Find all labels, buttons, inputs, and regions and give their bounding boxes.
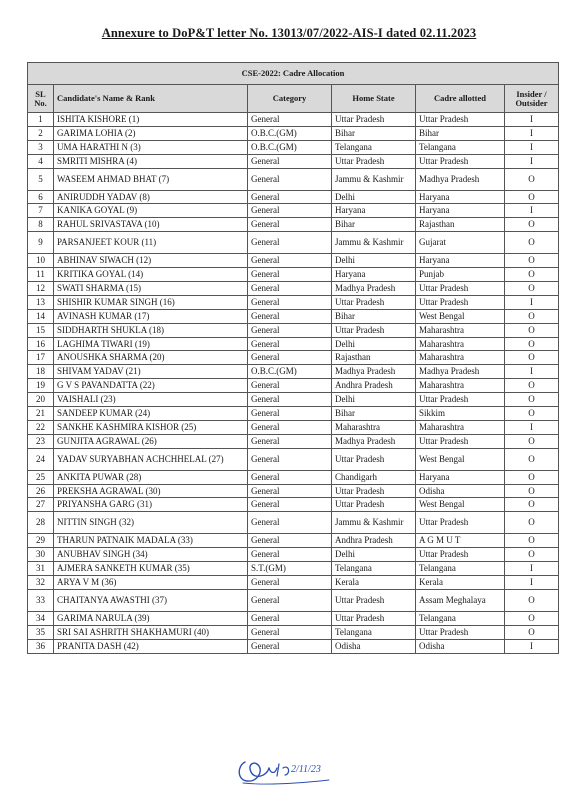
cell-candidate-name: PRIYANSHA GARG (31) [54,498,248,512]
cell-sl-no: 11 [28,268,54,282]
cell-category: General [248,448,332,470]
cell-category: General [248,420,332,434]
cell-candidate-name: PRANITA DASH (42) [54,639,248,653]
cell-category: General [248,498,332,512]
cell-cadre-allotted: Uttar Pradesh [416,282,505,296]
cell-sl-no: 29 [28,534,54,548]
cell-cadre-allotted: Telangana [416,611,505,625]
cell-category: General [248,576,332,590]
cell-cadre-allotted: Sikkim [416,407,505,421]
cell-sl-no: 26 [28,484,54,498]
cell-home-state: Andhra Pradesh [332,534,416,548]
cell-candidate-name: CHAITANYA AWASTHI (37) [54,589,248,611]
cell-category: General [248,204,332,218]
cell-candidate-name: THARUN PATNAIK MADALA (33) [54,534,248,548]
cell-cadre-allotted: Punjab [416,268,505,282]
cell-home-state: Delhi [332,393,416,407]
table-row [28,168,559,190]
cell-sl-no: 27 [28,498,54,512]
cell-category: General [248,379,332,393]
table-row [28,309,559,323]
cell-cadre-allotted: Kerala [416,576,505,590]
table-row [28,140,559,154]
cell-insider-outsider: O [505,393,559,407]
header-name: Candidate's Name & Rank [54,85,248,113]
cell-insider-outsider: O [505,407,559,421]
cell-cadre-allotted: West Bengal [416,448,505,470]
cell-cadre-allotted: Uttar Pradesh [416,512,505,534]
cell-home-state: Delhi [332,548,416,562]
cell-sl-no: 31 [28,562,54,576]
cell-category: General [248,268,332,282]
table-row [28,611,559,625]
cell-home-state: Jammu & Kashmir [332,512,416,534]
cell-category: General [248,113,332,127]
cell-home-state: Delhi [332,190,416,204]
cell-insider-outsider: O [505,232,559,254]
cell-home-state: Uttar Pradesh [332,589,416,611]
cell-candidate-name: GARIMA LOHIA (2) [54,126,248,140]
cell-sl-no: 19 [28,379,54,393]
cell-home-state: Madhya Pradesh [332,365,416,379]
cell-home-state: Bihar [332,309,416,323]
cell-cadre-allotted: Maharashtra [416,337,505,351]
cell-candidate-name: KANIKA GOYAL (9) [54,204,248,218]
cell-category: General [248,337,332,351]
document-title: Annexure to DoP&T letter No. 13013/07/2022-AIS-I dated 02.11.2023 [101,26,477,40]
cell-home-state: Uttar Pradesh [332,484,416,498]
cell-home-state: Telangana [332,140,416,154]
cell-cadre-allotted: Maharashtra [416,420,505,434]
cell-category: General [248,589,332,611]
cell-insider-outsider: O [505,484,559,498]
cell-cadre-allotted: Uttar Pradesh [416,548,505,562]
cell-category: General [248,512,332,534]
cell-cadre-allotted: Uttar Pradesh [416,625,505,639]
cell-category: General [248,351,332,365]
cell-category: General [248,484,332,498]
cell-candidate-name: GUNJITA AGRAWAL (26) [54,434,248,448]
cell-category: General [248,407,332,421]
cell-sl-no: 4 [28,154,54,168]
cell-home-state: Uttar Pradesh [332,611,416,625]
cell-insider-outsider: O [505,309,559,323]
cell-sl-no: 16 [28,337,54,351]
cell-category: General [248,190,332,204]
table-row [28,218,559,232]
cell-cadre-allotted: Maharashtra [416,379,505,393]
cell-category: General [248,534,332,548]
cell-candidate-name: PARSANJEET KOUR (11) [54,232,248,254]
cell-candidate-name: RAHUL SRIVASTAVA (10) [54,218,248,232]
cell-home-state: Telangana [332,562,416,576]
cell-sl-no: 9 [28,232,54,254]
table-row [28,268,559,282]
table-row [28,639,559,653]
cadre-allocation-table [27,62,559,654]
table-row [28,204,559,218]
cell-sl-no: 21 [28,407,54,421]
cell-insider-outsider: I [505,204,559,218]
cell-home-state: Delhi [332,254,416,268]
cell-category: General [248,611,332,625]
table-row [28,393,559,407]
cell-category: O.B.C.(GM) [248,140,332,154]
table-row [28,589,559,611]
cell-home-state: Delhi [332,337,416,351]
cell-insider-outsider: I [505,562,559,576]
cell-category: General [248,323,332,337]
cell-cadre-allotted: West Bengal [416,309,505,323]
cell-candidate-name: SHIVAM YADAV (21) [54,365,248,379]
table-caption: CSE-2022: Cadre Allocation [28,63,559,85]
cell-category: General [248,232,332,254]
cell-candidate-name: YADAV SURYABHAN ACHCHHELAL (27) [54,448,248,470]
table-row [28,282,559,296]
cell-candidate-name: KRITIKA GOYAL (14) [54,268,248,282]
cell-candidate-name: ABHINAV SIWACH (12) [54,254,248,268]
cell-home-state: Uttar Pradesh [332,295,416,309]
cell-insider-outsider: O [505,611,559,625]
cell-insider-outsider: I [505,639,559,653]
svg-text:2/11/23: 2/11/23 [291,764,321,775]
cell-insider-outsider: I [505,154,559,168]
cell-sl-no: 18 [28,365,54,379]
cell-sl-no: 22 [28,420,54,434]
cell-cadre-allotted: Gujarat [416,232,505,254]
table-row [28,484,559,498]
cell-candidate-name: SIDDHARTH SHUKLA (18) [54,323,248,337]
table-row [28,190,559,204]
cell-home-state: Maharashtra [332,420,416,434]
cell-insider-outsider: O [505,548,559,562]
cell-insider-outsider: I [505,140,559,154]
cell-insider-outsider: O [505,448,559,470]
cell-category: General [248,295,332,309]
cell-candidate-name: SANKHE KASHMIRA KISHOR (25) [54,420,248,434]
cell-candidate-name: ISHITA KISHORE (1) [54,113,248,127]
cell-cadre-allotted: Haryana [416,470,505,484]
cell-cadre-allotted: A G M U T [416,534,505,548]
table-row [28,351,559,365]
cell-category: General [248,282,332,296]
cell-sl-no: 5 [28,168,54,190]
cell-category: General [248,434,332,448]
cell-cadre-allotted: Haryana [416,254,505,268]
cell-cadre-allotted: Rajasthan [416,218,505,232]
table-row [28,434,559,448]
cell-cadre-allotted: Haryana [416,190,505,204]
cell-insider-outsider: O [505,434,559,448]
cell-home-state: Chandigarh [332,470,416,484]
cell-cadre-allotted: Bihar [416,126,505,140]
cell-home-state: Jammu & Kashmir [332,232,416,254]
cell-home-state: Uttar Pradesh [332,323,416,337]
table-row [28,113,559,127]
cell-candidate-name: PREKSHA AGRAWAL (30) [54,484,248,498]
table-row [28,379,559,393]
cell-sl-no: 24 [28,448,54,470]
cell-insider-outsider: O [505,534,559,548]
cell-insider-outsider: O [505,625,559,639]
cell-candidate-name: AVINASH KUMAR (17) [54,309,248,323]
header-cadre: Cadre allotted [416,85,505,113]
cell-cadre-allotted: Uttar Pradesh [416,295,505,309]
cell-insider-outsider: I [505,365,559,379]
cell-sl-no: 13 [28,295,54,309]
cell-sl-no: 3 [28,140,54,154]
cell-sl-no: 6 [28,190,54,204]
cell-insider-outsider: O [505,282,559,296]
cell-candidate-name: ANUBHAV SINGH (34) [54,548,248,562]
header-category: Category [248,85,332,113]
cell-insider-outsider: O [505,379,559,393]
cell-candidate-name: VAISHALI (23) [54,393,248,407]
cell-category: General [248,254,332,268]
cell-home-state: Bihar [332,126,416,140]
table-row [28,498,559,512]
cell-candidate-name: SHISHIR KUMAR SINGH (16) [54,295,248,309]
cell-candidate-name: ANKITA PUWAR (28) [54,470,248,484]
table-row [28,232,559,254]
table-header-row [28,85,559,113]
cell-candidate-name: ANIRUDDH YADAV (8) [54,190,248,204]
cell-insider-outsider: I [505,126,559,140]
cell-candidate-name: NITTIN SINGH (32) [54,512,248,534]
cell-home-state: Uttar Pradesh [332,113,416,127]
cell-cadre-allotted: Uttar Pradesh [416,113,505,127]
table-row [28,548,559,562]
cell-insider-outsider: O [505,589,559,611]
cell-home-state: Odisha [332,639,416,653]
cell-home-state: Bihar [332,407,416,421]
cell-insider-outsider: O [505,323,559,337]
cell-candidate-name: WASEEM AHMAD BHAT (7) [54,168,248,190]
table-row [28,576,559,590]
cell-cadre-allotted: Madhya Pradesh [416,168,505,190]
cell-cadre-allotted: Odisha [416,484,505,498]
cell-home-state: Haryana [332,268,416,282]
cell-insider-outsider: O [505,218,559,232]
cell-home-state: Telangana [332,625,416,639]
cell-sl-no: 7 [28,204,54,218]
cell-category: General [248,154,332,168]
cell-sl-no: 32 [28,576,54,590]
cell-candidate-name: G V S PAVANDATTA (22) [54,379,248,393]
table-row [28,254,559,268]
cell-candidate-name: SMRITI MISHRA (4) [54,154,248,168]
cell-cadre-allotted: West Bengal [416,498,505,512]
table-row [28,154,559,168]
cell-insider-outsider: O [505,337,559,351]
cell-insider-outsider: O [505,190,559,204]
table-row [28,562,559,576]
cell-candidate-name: LAGHIMA TIWARI (19) [54,337,248,351]
cell-candidate-name: SWATI SHARMA (15) [54,282,248,296]
cell-sl-no: 12 [28,282,54,296]
header-home-state: Home State [332,85,416,113]
cell-sl-no: 36 [28,639,54,653]
cell-insider-outsider: O [505,268,559,282]
cell-sl-no: 1 [28,113,54,127]
cell-sl-no: 25 [28,470,54,484]
cell-insider-outsider: O [505,498,559,512]
signature-image [233,748,343,788]
cell-cadre-allotted: Telangana [416,140,505,154]
table-row [28,470,559,484]
cell-candidate-name: UMA HARATHI N (3) [54,140,248,154]
cell-candidate-name: SRI SAI ASHRITH SHAKHAMURI (40) [54,625,248,639]
cell-sl-no: 33 [28,589,54,611]
table-row [28,420,559,434]
table-row [28,337,559,351]
table-row [28,407,559,421]
cell-insider-outsider: I [505,576,559,590]
cell-insider-outsider: I [505,420,559,434]
cell-category: General [248,218,332,232]
cell-category: General [248,548,332,562]
cell-sl-no: 34 [28,611,54,625]
cell-insider-outsider: O [505,351,559,365]
cell-cadre-allotted: Maharashtra [416,323,505,337]
cell-cadre-allotted: Assam Meghalaya [416,589,505,611]
header-sl-no: SL No. [28,85,54,113]
cell-home-state: Uttar Pradesh [332,154,416,168]
cell-home-state: Uttar Pradesh [332,498,416,512]
cell-home-state: Andhra Pradesh [332,379,416,393]
cell-cadre-allotted: Madhya Pradesh [416,365,505,379]
cell-home-state: Haryana [332,204,416,218]
cell-insider-outsider: I [505,295,559,309]
cell-sl-no: 15 [28,323,54,337]
cell-category: General [248,625,332,639]
cell-candidate-name: SANDEEP KUMAR (24) [54,407,248,421]
cell-insider-outsider: I [505,113,559,127]
cell-sl-no: 2 [28,126,54,140]
cell-sl-no: 8 [28,218,54,232]
cell-category: O.B.C.(GM) [248,126,332,140]
cell-candidate-name: GARIMA NARULA (39) [54,611,248,625]
table-row [28,365,559,379]
cell-category: O.B.C.(GM) [248,365,332,379]
table-body [28,113,559,654]
cell-cadre-allotted: Odisha [416,639,505,653]
table-row [28,448,559,470]
cell-category: General [248,393,332,407]
cell-sl-no: 35 [28,625,54,639]
table-row [28,534,559,548]
cell-sl-no: 28 [28,512,54,534]
table-row [28,323,559,337]
cell-home-state: Jammu & Kashmir [332,168,416,190]
cell-category: S.T.(GM) [248,562,332,576]
cell-home-state: Madhya Pradesh [332,282,416,296]
cell-home-state: Bihar [332,218,416,232]
cell-sl-no: 30 [28,548,54,562]
table-row [28,126,559,140]
cell-sl-no: 20 [28,393,54,407]
cell-home-state: Uttar Pradesh [332,448,416,470]
cell-category: General [248,309,332,323]
table-row [28,625,559,639]
cell-insider-outsider: O [505,168,559,190]
cell-sl-no: 10 [28,254,54,268]
cell-candidate-name: ARYA V M (36) [54,576,248,590]
cell-category: General [248,639,332,653]
cell-insider-outsider: O [505,512,559,534]
cell-cadre-allotted: Maharashtra [416,351,505,365]
cell-insider-outsider: O [505,470,559,484]
cell-cadre-allotted: Haryana [416,204,505,218]
table-row [28,512,559,534]
cell-cadre-allotted: Uttar Pradesh [416,434,505,448]
cell-candidate-name: AJMERA SANKETH KUMAR (35) [54,562,248,576]
cell-cadre-allotted: Uttar Pradesh [416,393,505,407]
header-insider-outsider: Insider / Outsider [505,85,559,113]
cell-category: General [248,470,332,484]
cell-home-state: Madhya Pradesh [332,434,416,448]
cell-sl-no: 23 [28,434,54,448]
cell-sl-no: 14 [28,309,54,323]
cell-cadre-allotted: Telangana [416,562,505,576]
cell-candidate-name: ANOUSHKA SHARMA (20) [54,351,248,365]
cell-sl-no: 17 [28,351,54,365]
cell-home-state: Kerala [332,576,416,590]
cell-cadre-allotted: Uttar Pradesh [416,154,505,168]
cell-category: General [248,168,332,190]
cell-insider-outsider: O [505,254,559,268]
cell-home-state: Rajasthan [332,351,416,365]
table-row [28,295,559,309]
